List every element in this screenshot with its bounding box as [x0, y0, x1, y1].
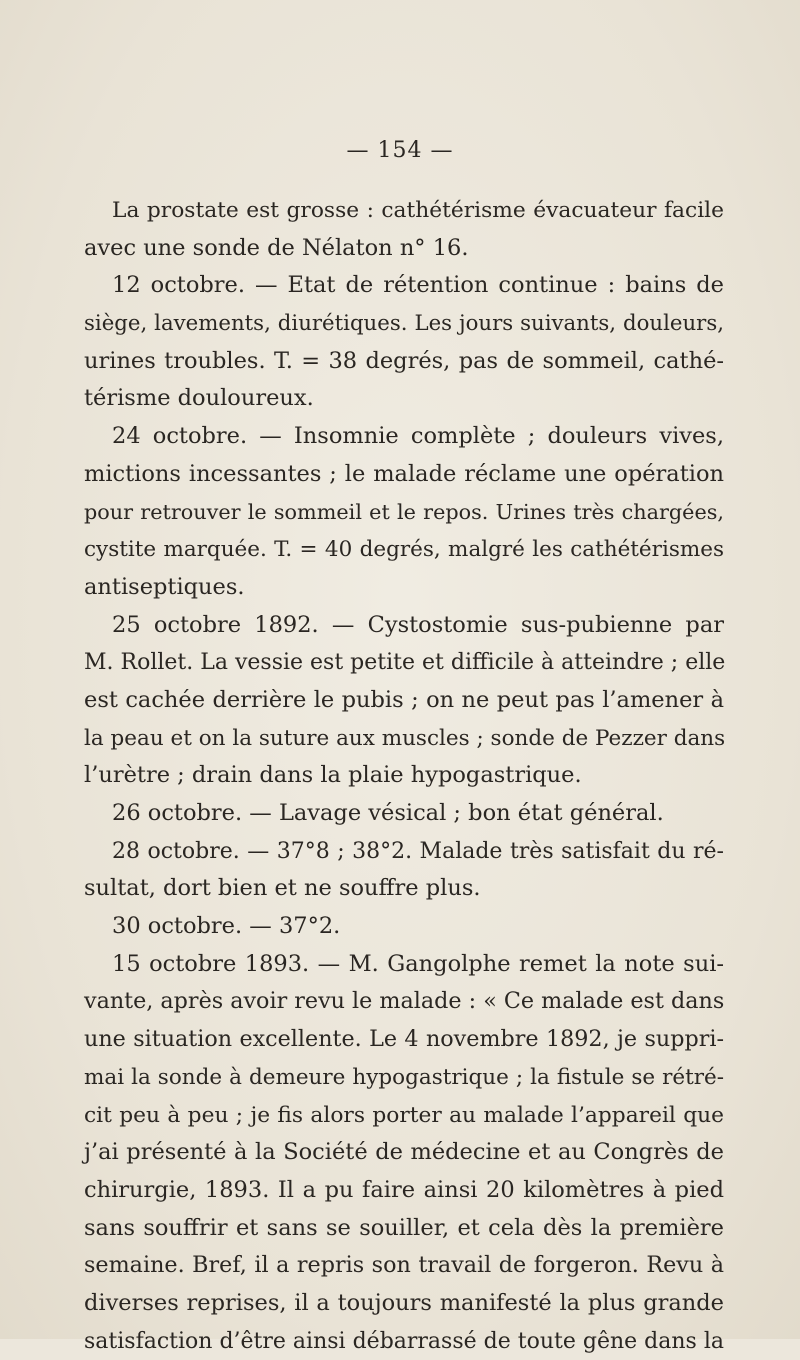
text-line: siège, lavements, diurétiques. Les jours suivants, douleurs, [84, 311, 724, 337]
text-line: 28 octobre. — 37°8 ; 38°2. Malade très satisfait du ré- [112, 838, 724, 864]
text-line: sultat, dort bien et ne souffre plus. [84, 875, 481, 902]
text-line: est cachée derrière le pubis ; on ne peut pas l’amener à [84, 686, 724, 713]
text-line: 25 octobre 1892. — Cystostomie sus-pubienne par [112, 611, 724, 638]
text-line: urines troubles. T. = 38 degrés, pas de sommeil, cathé- [84, 347, 724, 374]
text-line: l’urètre ; drain dans la plaie hypogastrique. [84, 762, 582, 789]
text-line: chirurgie, 1893. Il a pu faire ainsi 20 kilomètres à pied [84, 1176, 724, 1203]
text-line: La prostate est grosse : cathétérisme évacuateur facile [112, 198, 724, 223]
text-line: cit peu à peu ; je fis alors porter au malade l’appareil que [84, 1102, 724, 1128]
text-line: une situation excellente. Le 4 novembre 1892, je suppri- [84, 1026, 724, 1053]
text-line: avec une sonde de Nélaton n° 16. [84, 234, 469, 261]
text-line: mai la sonde à demeure hypogastrique ; la fistule se rétré- [84, 1064, 724, 1090]
page-number: — 154 — [346, 138, 454, 163]
text-line: satisfaction d’être ainsi débarrassé de toute gêne dans la [84, 1328, 724, 1354]
text-line: mictions incessantes ; le malade réclame une opération [84, 460, 724, 487]
text-line: 12 octobre. — Etat de rétention continue : bains de [112, 272, 724, 299]
text-line: vante, après avoir revu le malade : « Ce malade est dans [84, 988, 725, 1015]
text-line: 15 octobre 1893. — M. Gangolphe remet la note sui- [112, 950, 724, 977]
text-line: 30 octobre. — 37°2. [112, 913, 341, 940]
text-line: sans souffrir et sans se souiller, et cela dès la première [84, 1214, 724, 1241]
text-line: antiseptiques. [84, 573, 245, 600]
text-line: j’ai présenté à la Société de médecine et au Congrès de [84, 1139, 724, 1166]
text-line: diverses reprises, il a toujours manifesté la plus grande [84, 1289, 724, 1316]
text-line: cystite marquée. T. = 40 degrés, malgré les cathétérismes [84, 537, 724, 563]
text-line: 24 octobre. — Insomnie complète ; douleurs vives, [112, 423, 724, 450]
text-line: 26 octobre. — Lavage vésical ; bon état général. [112, 800, 664, 826]
text-line: la peau et on la suture aux muscles ; sonde de Pezzer dans [84, 725, 726, 751]
body-text [84, 192, 724, 1360]
text-line: térisme douloureux. [84, 385, 314, 412]
text-line: pour retrouver le sommeil et le repos. Urines très chargées, [84, 499, 724, 524]
text-line: M. Rollet. La vessie est petite et difficile à atteindre ; elle [84, 650, 726, 676]
text-line: semaine. Bref, il a repris son travail de forgeron. Revu à [84, 1252, 724, 1279]
